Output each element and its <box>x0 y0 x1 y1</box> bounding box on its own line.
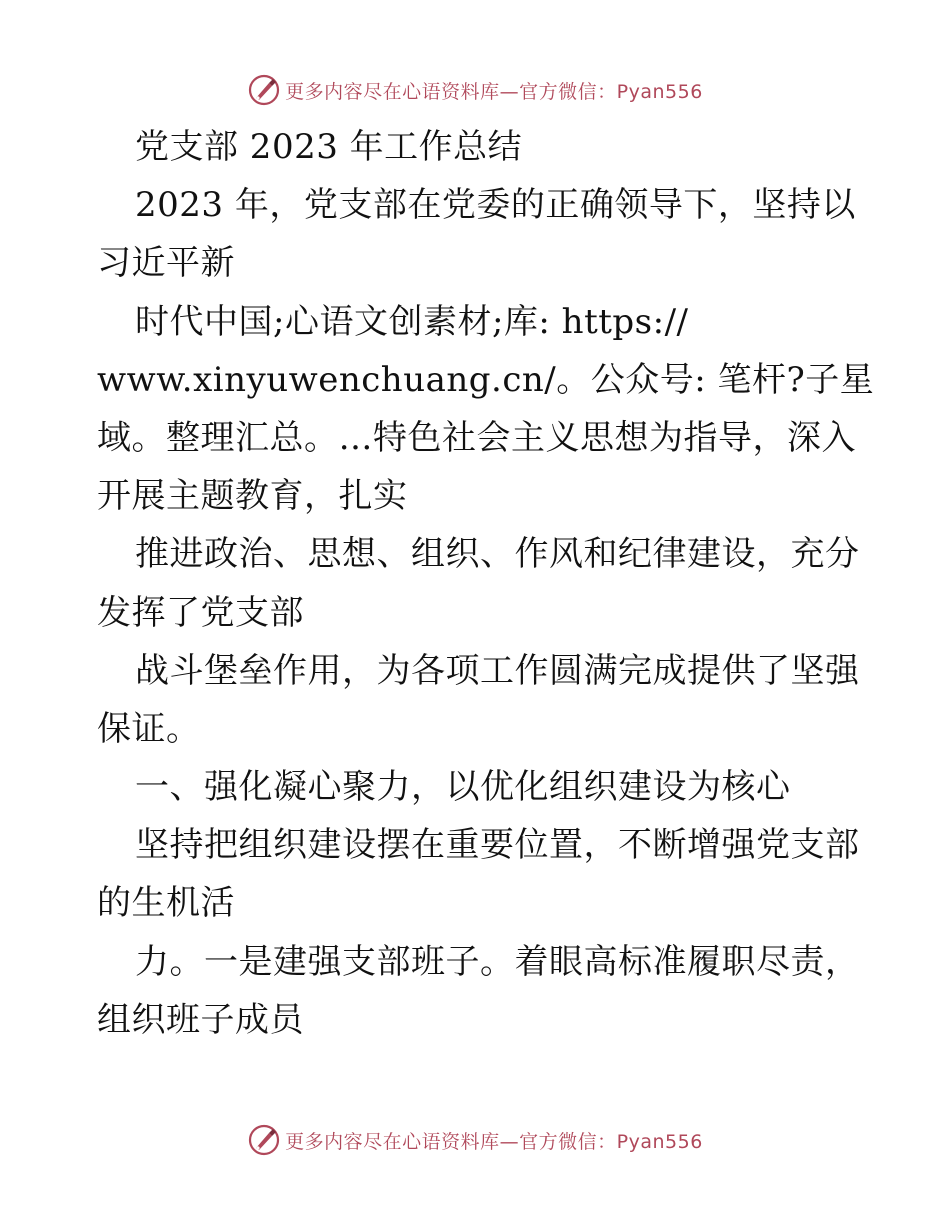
banner-slogan: 更多内容尽在心语资料库—官方微信： <box>285 1130 617 1153</box>
banner-text <box>285 1127 703 1154</box>
banner-slogan: 更多内容尽在心语资料库—官方微信： <box>285 80 617 103</box>
text-line: 党支部 2023 年工作总结 <box>135 127 523 167</box>
banner-text <box>285 77 703 104</box>
text-line: 战斗堡垒作用，为各项工作圆满完成提供了坚强 <box>135 650 860 691</box>
text-line: 力。一是建强支部班子。着眼高标准履职尽责， <box>135 941 860 982</box>
document-body <box>97 118 875 1049</box>
text-line: 坚持把组织建设摆在重要位置，不断增强党支部 <box>135 825 860 866</box>
text-line: 域。整理汇总。…特色社会主义思想为指导，深入 <box>97 417 856 458</box>
text-line: 发挥了党支部 <box>97 592 304 633</box>
wechat-id: Pyan556 <box>616 1130 703 1153</box>
pen-seal-logo-icon <box>247 1123 281 1157</box>
wechat-id: Pyan556 <box>616 80 703 103</box>
pen-seal-logo-icon <box>247 73 281 107</box>
text-line: 开展主题教育，扎实 <box>97 476 408 517</box>
text-line: 时代中国;心语文创素材;库: https:// <box>135 301 689 342</box>
text-line: 习近平新 <box>97 243 235 284</box>
text-line: 推进政治、思想、组织、作风和纪律建设，充分 <box>135 534 860 575</box>
text-line: 组织班子成员 <box>97 999 304 1040</box>
header-banner <box>0 70 950 110</box>
text-line: 一、强化凝心聚力，以优化组织建设为核心 <box>135 767 791 808</box>
footer-banner <box>0 1120 950 1160</box>
text-line: 的生机活 <box>97 883 235 924</box>
text-line: 保证。 <box>97 708 201 749</box>
text-line: 2023 年，党支部在党委的正确领导下，坚持以 <box>135 185 856 226</box>
text-line: www.xinyuwenchuang.cn/。公众号: 笔杆?子星 <box>97 359 875 400</box>
